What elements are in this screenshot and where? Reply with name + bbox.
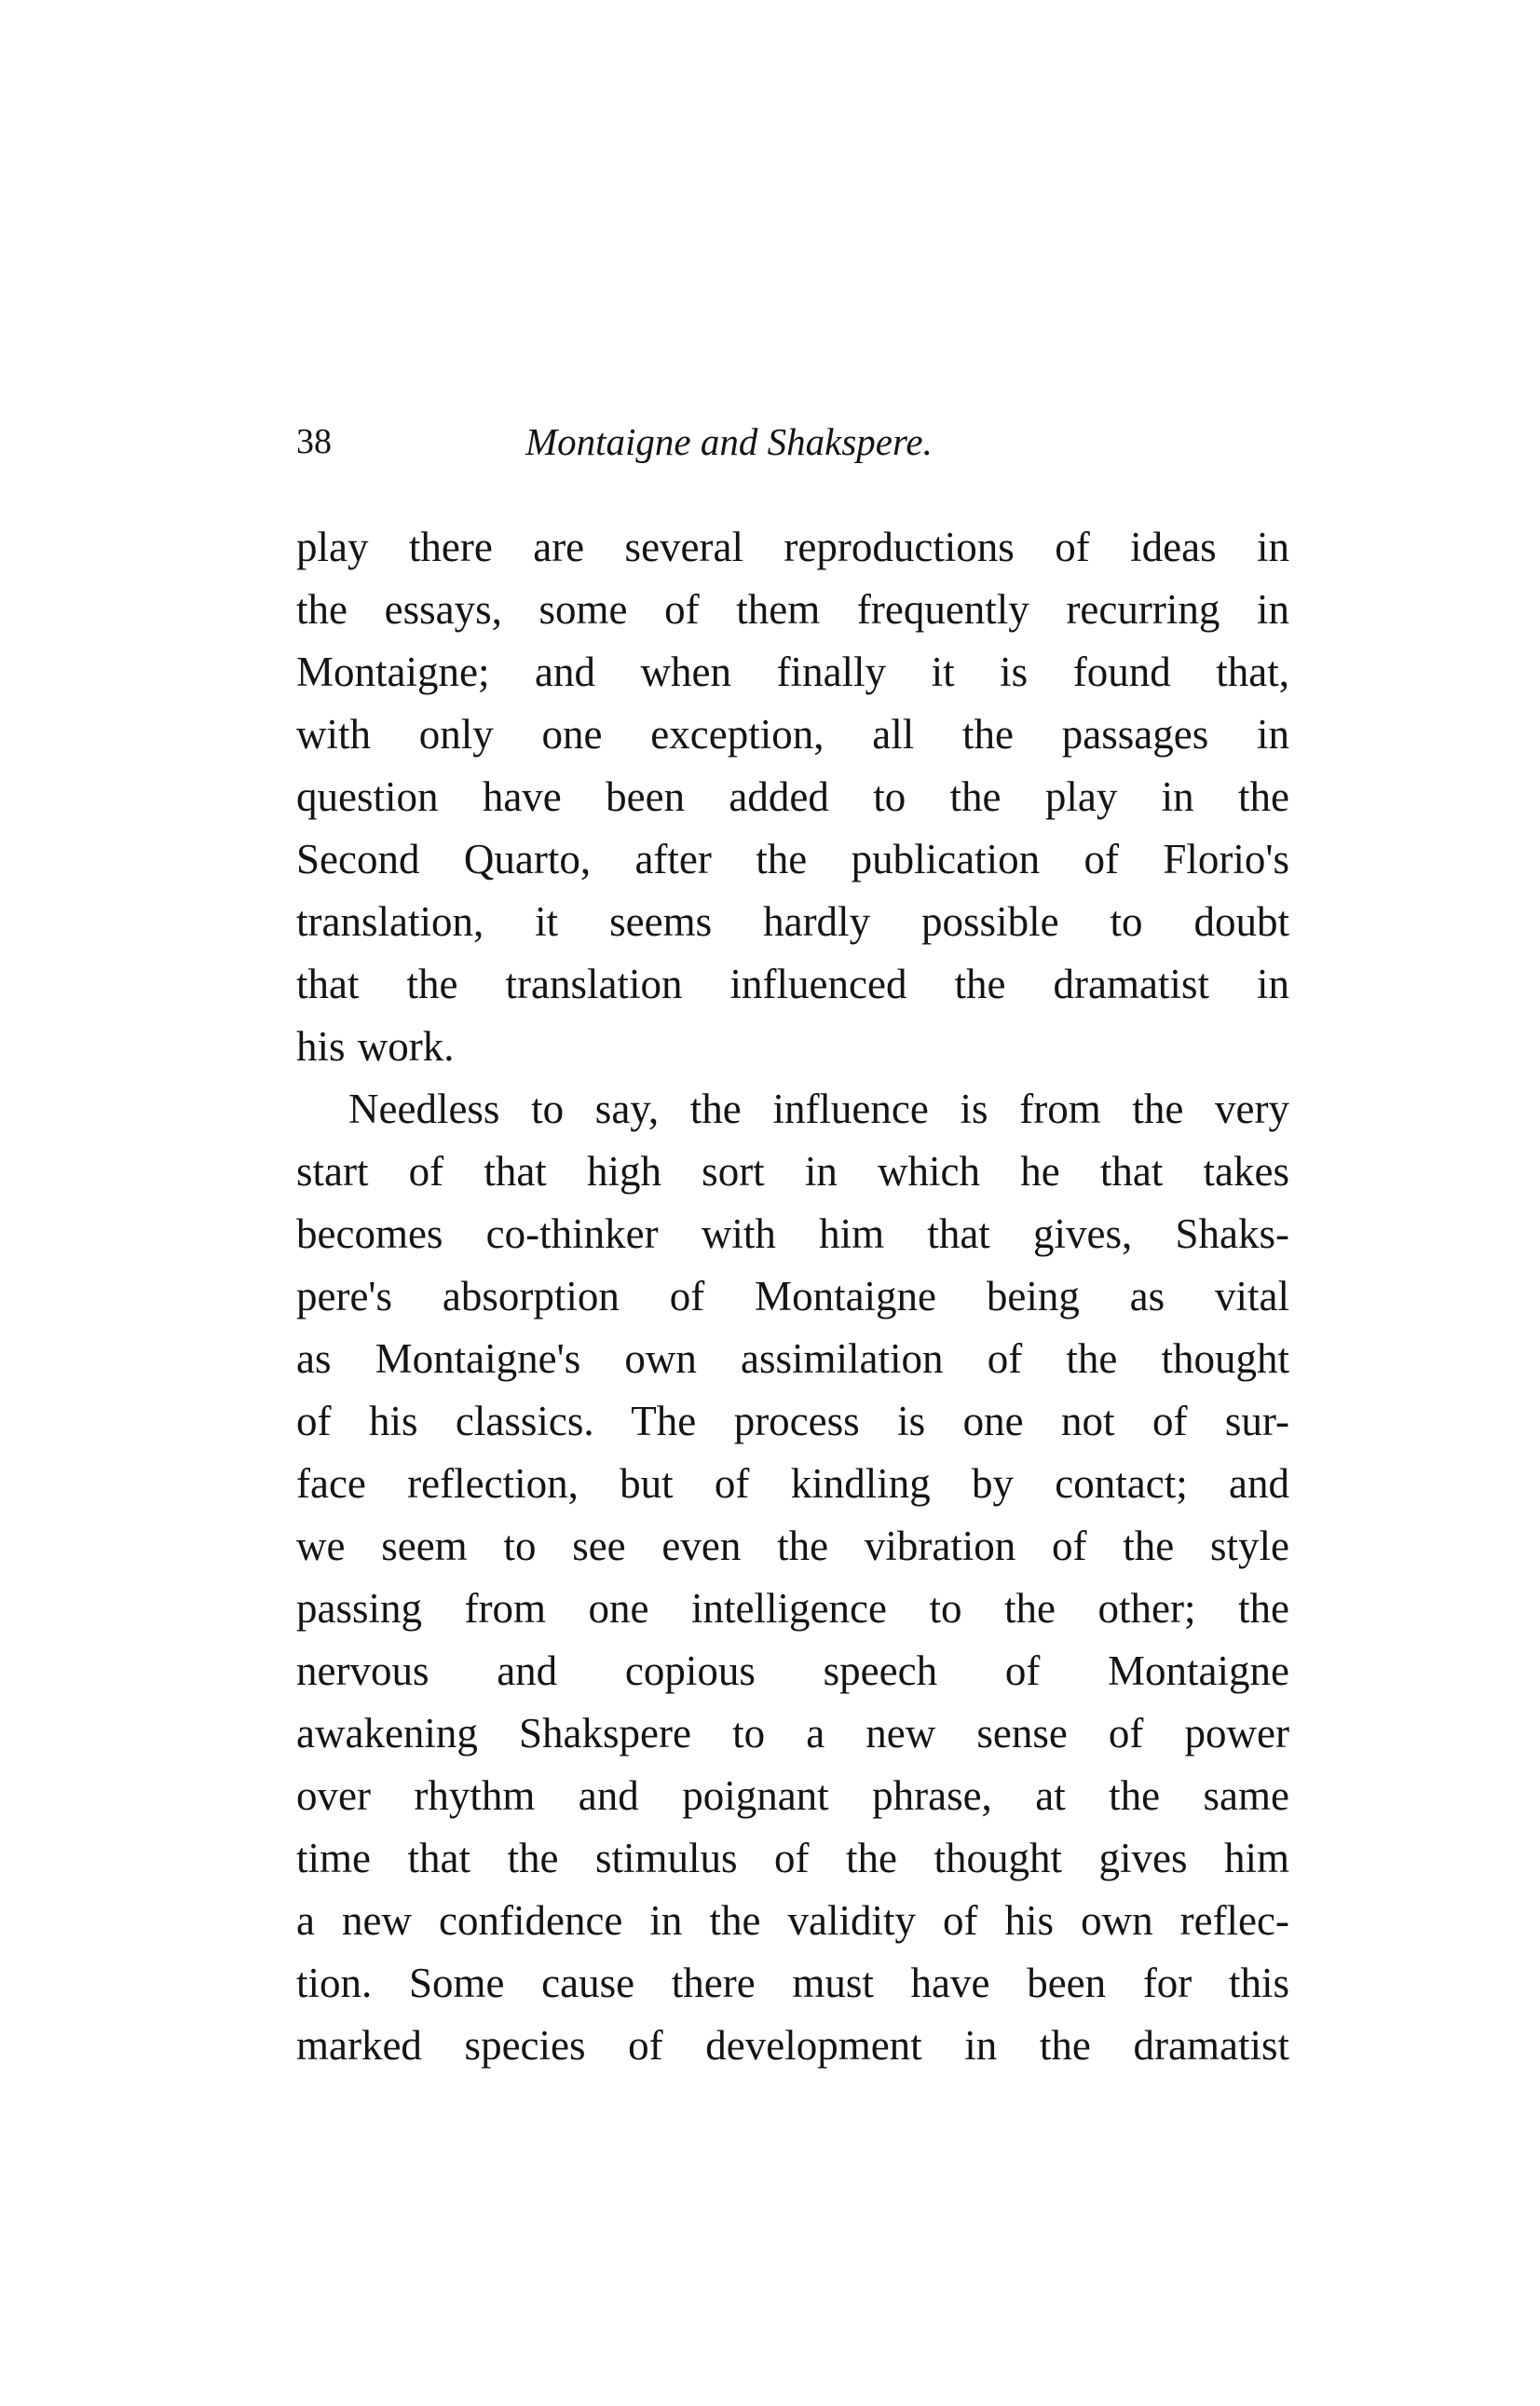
text-line: Montaigne; and when finally it is found that,	[296, 649, 1289, 695]
text-line: a new confidence in the validity of his own reflec-	[296, 1897, 1289, 1944]
text-line: play there are several reproductions of ideas in	[296, 524, 1289, 570]
running-head	[296, 414, 1289, 470]
page-number: 38	[296, 422, 332, 461]
text-line: face reflection, but of kindling by contact; and	[296, 1460, 1289, 1507]
paragraph-1	[296, 516, 1289, 1078]
text-line: as Montaigne's own assimilation of the thought	[296, 1335, 1289, 1382]
text-line: over rhythm and poignant phrase, at the same	[296, 1772, 1289, 1819]
text-line: awakening Shakspere to a new sense of power	[296, 1710, 1289, 1757]
body-text	[296, 516, 1289, 2077]
text-line: translation, it seems hardly possible to doubt	[296, 898, 1289, 945]
text-line: we seem to see even the vibration of the style	[296, 1523, 1289, 1569]
text-line: that the translation influenced the dramatist in	[296, 961, 1289, 1007]
text-line: pere's absorption of Montaigne being as vital	[296, 1273, 1289, 1319]
text-line: with only one exception, all the passages in	[296, 711, 1289, 758]
paragraph-2	[296, 1078, 1289, 2077]
text-line: of his classics. The process is one not of sur-	[296, 1398, 1289, 1444]
text-line: Second Quarto, after the publication of Florio's	[296, 836, 1289, 882]
text-line: his work.	[296, 1023, 455, 1070]
text-line: marked species of development in the dramatist	[296, 2022, 1289, 2069]
text-line: tion. Some cause there must have been for this	[296, 1960, 1289, 2006]
text-line: start of that high sort in which he that takes	[296, 1148, 1289, 1195]
running-title: Montaigne and Shakspere.	[525, 420, 933, 463]
text-line: passing from one intelligence to the other; the	[296, 1585, 1289, 1632]
text-line: nervous and copious speech of Montaigne	[296, 1647, 1289, 1694]
text-line: becomes co-thinker with him that gives, Shaks-	[296, 1210, 1289, 1257]
text-line: time that the stimulus of the thought gives him	[296, 1835, 1289, 1881]
text-line: Needless to say, the influence is from the very	[348, 1086, 1289, 1132]
text-line: question have been added to the play in the	[296, 773, 1289, 820]
text-line: the essays, some of them frequently recurring in	[296, 586, 1289, 633]
